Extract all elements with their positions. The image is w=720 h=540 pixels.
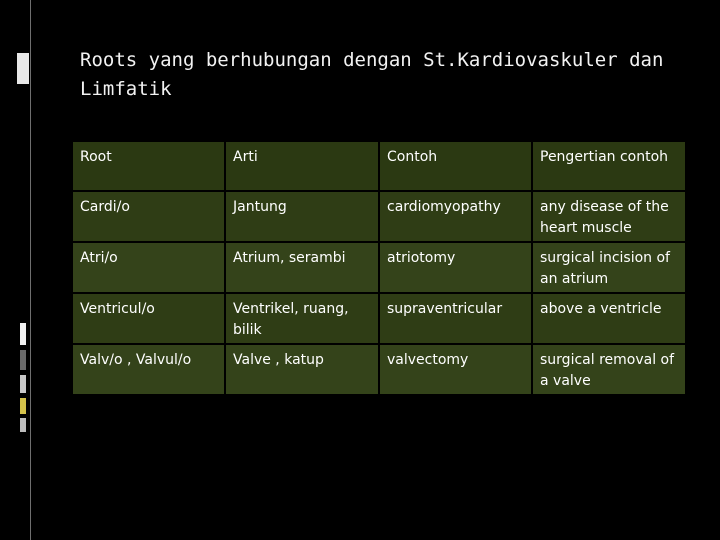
root-cell: Ventricul/o	[72, 293, 225, 344]
definition-cell: surgical incision of an atrium	[532, 242, 686, 293]
decor-accent-block	[20, 418, 26, 432]
root-cell: Valv/o , Valvul/o	[72, 344, 225, 395]
header-cell-arti: Arti	[225, 141, 379, 191]
header-cell-contoh: Contoh	[379, 141, 532, 191]
table-row	[72, 242, 686, 293]
decor-accent-block	[20, 398, 26, 414]
slide-title: Roots yang berhubungan dengan St.Kardiovaskuler dan Limfatik	[80, 49, 664, 100]
example-cell: supraventricular	[379, 293, 532, 344]
example-cell: cardiomyopathy	[379, 191, 532, 242]
definition-cell: any disease of the heart muscle	[532, 191, 686, 242]
table-header-row	[72, 141, 686, 191]
decor-accent-block	[20, 350, 26, 370]
example-cell: atriotomy	[379, 242, 532, 293]
example-cell: valvectomy	[379, 344, 532, 395]
meaning-cell: Atrium, serambi	[225, 242, 379, 293]
definition-cell: surgical removal of a valve	[532, 344, 686, 395]
header-cell-pengertian: Pengertian contoh	[532, 141, 686, 191]
roots-table	[71, 140, 687, 396]
table-row	[72, 293, 686, 344]
root-cell: Atri/o	[72, 242, 225, 293]
decor-accent-block	[20, 375, 26, 393]
table-row	[72, 191, 686, 242]
header-cell-root: Root	[72, 141, 225, 191]
decor-accent-block	[20, 323, 26, 345]
table-row	[72, 344, 686, 395]
meaning-cell: Jantung	[225, 191, 379, 242]
meaning-cell: Ventrikel, ruang, bilik	[225, 293, 379, 344]
definition-cell: above a ventricle	[532, 293, 686, 344]
root-cell: Cardi/o	[72, 191, 225, 242]
title-accent-bar	[17, 53, 29, 84]
meaning-cell: Valve , katup	[225, 344, 379, 395]
left-divider-line	[30, 0, 31, 540]
